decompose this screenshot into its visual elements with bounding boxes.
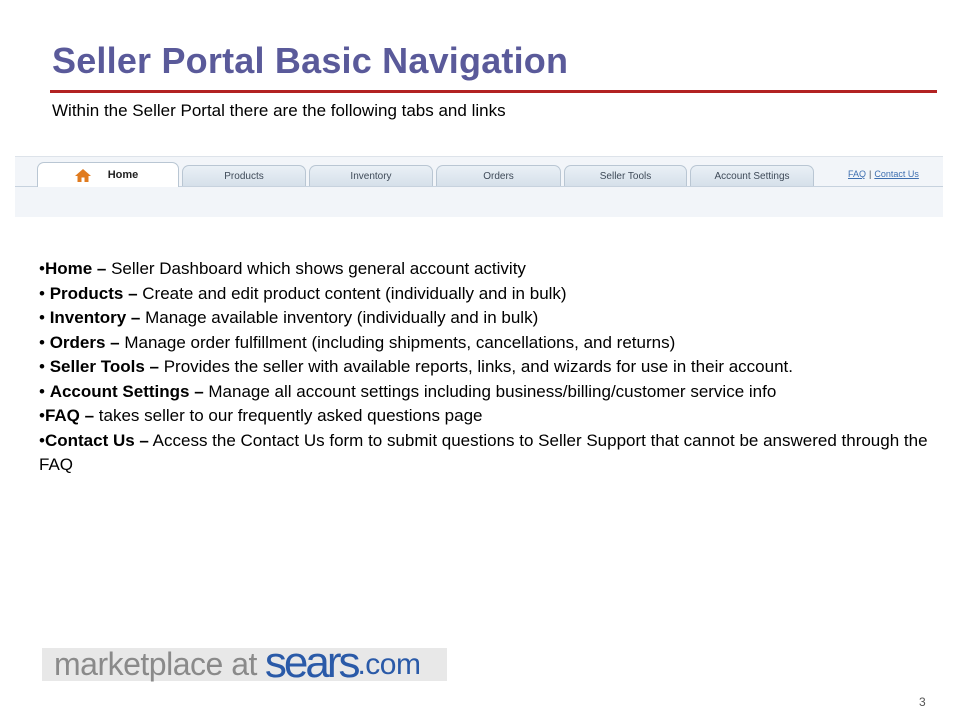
tab-label: Orders [483, 170, 514, 182]
list-item [39, 282, 929, 307]
title-divider [50, 90, 937, 93]
term: Products – [49, 283, 138, 303]
term: Inventory – [49, 308, 141, 327]
bullet: • [39, 357, 50, 376]
list-item [39, 404, 929, 429]
tab-label: Home [107, 169, 139, 181]
tab-orders[interactable] [436, 165, 561, 186]
tab-products[interactable] [182, 165, 306, 186]
definition: Seller Dashboard which shows general account activity [106, 259, 526, 278]
tab-descriptions-list [39, 257, 929, 478]
logo-brand: sears [264, 638, 358, 687]
marketplace-sears-logo [42, 638, 447, 687]
term: Account Settings – [49, 381, 204, 401]
tab-seller-tools[interactable] [564, 165, 687, 186]
list-item [39, 380, 929, 405]
definition: takes seller to our frequently asked questions page [94, 406, 483, 425]
link-separator: | [869, 169, 872, 179]
term: Contact Us – [44, 430, 149, 450]
logo-prefix: marketplace at [54, 646, 257, 682]
definition: Provides the seller with available reports, links, and wizards for use in their account. [158, 357, 793, 376]
tab-label: Products [224, 170, 264, 182]
page-subtitle: Within the Seller Portal there are the following tabs and links [52, 101, 506, 120]
tab-home[interactable] [37, 162, 179, 187]
list-item [39, 331, 929, 356]
bullet: • [39, 283, 50, 303]
bullet: • [39, 406, 45, 425]
home-icon [75, 169, 91, 182]
tab-label: Account Settings [714, 170, 790, 182]
list-item [39, 306, 929, 331]
definition: Access the Contact Us form to submit questions to Seller Support that cannot be answered through the FAQ [39, 430, 928, 474]
faq-link[interactable]: FAQ [848, 169, 867, 179]
tab-account-settings[interactable] [690, 165, 814, 186]
list-item [39, 355, 929, 380]
page-title: Seller Portal Basic Navigation [52, 40, 569, 81]
term: Orders – [49, 332, 120, 352]
bullet: • [39, 332, 50, 352]
term: FAQ – [44, 406, 95, 425]
tab-label: Seller Tools [599, 170, 652, 182]
definition: Manage all account settings including business/billing/customer service info [203, 381, 777, 401]
definition: Create and edit product content (individually and in bulk) [137, 283, 567, 303]
list-item [39, 429, 929, 478]
list-item [39, 257, 929, 282]
logo-suffix: .com [357, 648, 421, 681]
bullet: • [39, 430, 45, 450]
definition: Manage available inventory (individually and in bulk) [140, 308, 539, 327]
contact-us-link[interactable]: Contact Us [874, 169, 919, 179]
nav-links [848, 169, 919, 179]
page-number: 3 [919, 695, 926, 709]
bullet: • [39, 259, 45, 278]
definition: Manage order fulfillment (including shipments, cancellations, and returns) [119, 332, 676, 352]
tab-inventory[interactable] [309, 165, 433, 186]
term: Seller Tools – [49, 357, 159, 376]
bullet: • [39, 308, 50, 327]
term: Home – [44, 259, 107, 278]
bullet: • [39, 381, 50, 401]
tab-label: Inventory [350, 170, 392, 182]
